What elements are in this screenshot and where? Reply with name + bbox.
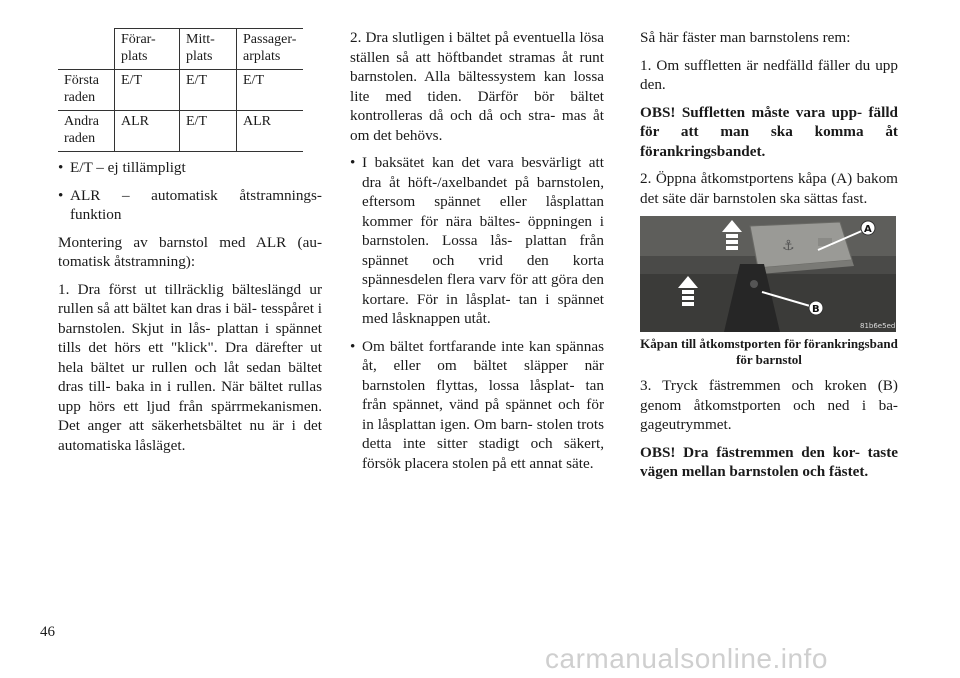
figure-illustration (640, 216, 896, 332)
table-header-cell: Förar- plats (115, 29, 180, 70)
column-left (58, 28, 322, 463)
paragraph: Montering av barnstol med ALR (au- tomatisk åtstramning): (58, 233, 322, 270)
table-cell: E/T (115, 70, 180, 111)
table-row (58, 111, 303, 152)
access-port-figure (640, 216, 896, 332)
child-seat-symbol-icon: ⚓ (782, 238, 795, 254)
table-cell: Första raden (58, 70, 115, 111)
paragraph: Så här fäster man barnstolens rem: (640, 29, 851, 46)
step-paragraph: 1. Dra först ut tillräcklig bälteslängd ur rullen så att bältet kan dras i bäl- tesspåret i barnstolen. Skjut in lås- plattan i spännet tills det hörs ett "klick". Dra därefter ut hela bältet ur rullen och låt sedan bältet dras till- baka in i rullen. När bältet rullas upp hörs ett ljud från spärrmekanismen. Det anger att säkerhetsbältet nu är i det automatiska låsläget. (58, 280, 322, 454)
step-paragraph: 3. Tryck fästremmen och kroken (B) genom åtkomstporten och ned i ba- gageutrymmet. (640, 377, 898, 433)
seating-table (58, 28, 303, 152)
column-right (640, 28, 898, 490)
table-cell: E/T (237, 70, 304, 111)
callout-a-label: A (864, 224, 872, 235)
table-cell: ALR (115, 111, 180, 152)
legend-list (58, 158, 322, 225)
callout-b-label: B (812, 304, 820, 315)
table-header-cell: Mitt- plats (180, 29, 237, 70)
table-header-cell (58, 29, 115, 70)
list-item: • E/T – ej tillämpligt (58, 158, 322, 178)
access-port-cover (750, 222, 852, 268)
list-item: • ALR – automatisk åtstramnings- funktion (58, 186, 322, 225)
table-header-cell: Passager- arplats (237, 29, 304, 70)
step-paragraph: 2. Dra slutligen i bältet på eventuella lösa ställen så att höftbandet stramas åt runt barnstolen. Alla bältessystem kan lossa lite med tiden. Därför bör bältet kontrolleras då och då och stra- mas åt om det behövs. (350, 29, 604, 144)
table-cell: Andra raden (58, 111, 115, 152)
bullet-list (350, 153, 604, 473)
step-paragraph: 1. Om suffletten är nedfälld fäller du upp den. (640, 56, 898, 93)
note: OBS! Suffletten måste vara upp- fälld för att man ska komma åt förankringsbandet. (640, 103, 898, 160)
page-number: 46 (40, 624, 55, 640)
table-cell: E/T (180, 111, 237, 152)
hook (750, 280, 758, 288)
table-cell: E/T (180, 70, 237, 111)
step-paragraph: 2. Öppna åtkomstportens kåpa (A) bakom det säte där barnstolen ska sättas fast. (640, 170, 898, 207)
list-item: • Om bältet fortfarande inte kan spännas åt, eller om bältet släpper när barnstolen flyttas, lossa låsplat- tan från spännet, vänd på spännet och för in låsplattan igen. Om barn- stolen trots detta inte sitter stadigt och säkert, försök placera stolen på ett annat säte. (350, 337, 604, 474)
table-cell: ALR (237, 111, 304, 152)
figure-code: 81b6e5ed (860, 322, 896, 330)
table-row (58, 70, 303, 111)
table-header-row (58, 29, 303, 70)
figure-caption: Kåpan till åtkomstporten för förankringsband för barnstol (640, 336, 898, 367)
watermark: carmanualsonline.info (545, 643, 828, 674)
column-middle (350, 28, 604, 481)
list-item: • I baksätet kan det vara besvärligt att dra åt höft-/axelbandet på barnstolen, eftersom spännet eller låsplattan kommer för nära bältes- öppningen i barnstolen. Lossa lås- plattan från spännet och vrid den korta spännesdelen flera varv för att göra den kortare. För in låsplat- tan i spännet med låsknappen utåt. (350, 153, 604, 329)
note: OBS! Dra fästremmen den kor- taste vägen mellan barnstolen och fästet. (640, 443, 898, 480)
